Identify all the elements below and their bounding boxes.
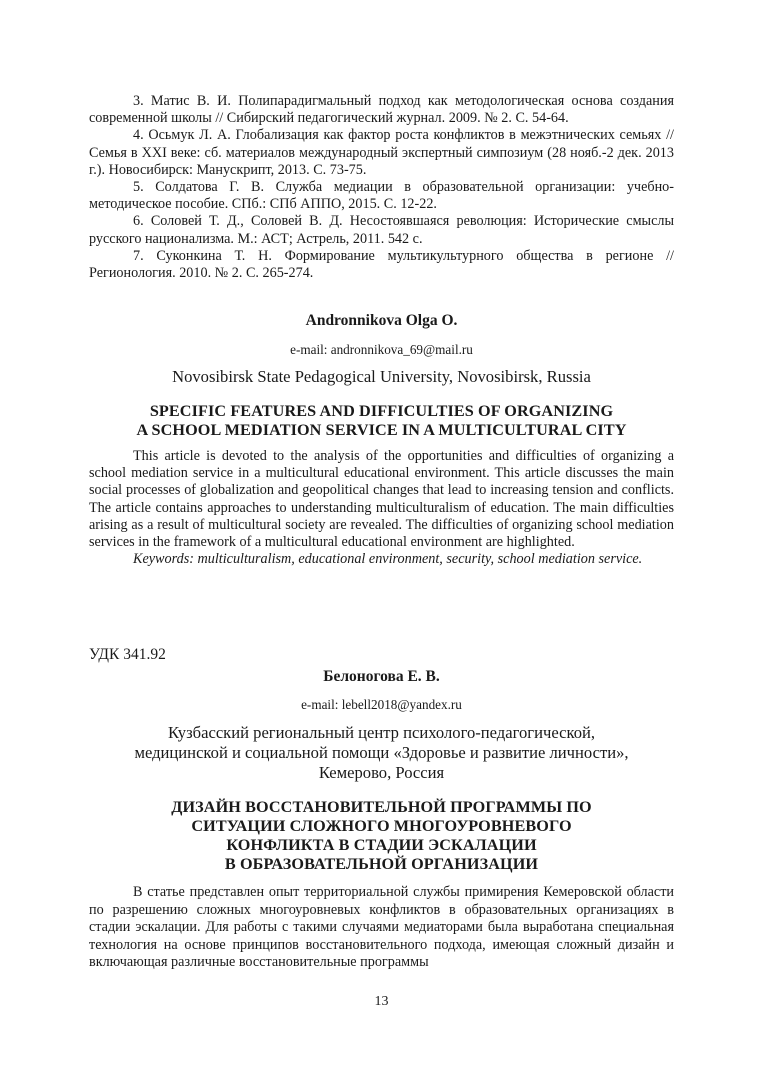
author-name: Andronnikova Olga O. (305, 312, 458, 329)
author-email: e-mail: lebell2018@yandex.ru (301, 697, 462, 712)
reference-item: 5. Солдатова Г. В. Служба медиации в образовательной организации: учебно-методическое пособие. СПб.: СПб АППО, 2015. С. 12-22. (89, 179, 674, 213)
reference-item: 4. Осьмук Л. А. Глобализация как фактор роста конфликтов в межэтнических семьях // Семья в XXI веке: сб. материалов международный экспертный симпозиум (28 нояб.-2 дек. 2013 г.). Новосибирск: Манускрипт, 2013. С. 73-75. (89, 127, 674, 178)
author-name: Белоногова Е. В. (323, 668, 440, 685)
udk-code: УДК 341.92 (89, 646, 166, 663)
affiliation-line: Кемерово, Россия (318, 763, 445, 782)
author-email: e-mail: andronnikova_69@mail.ru (290, 342, 473, 357)
article-title-line: КОНФЛИКТА В СТАДИИ ЭСКАЛАЦИИ (226, 836, 537, 854)
reference-list (89, 93, 674, 282)
page-number: 13 (374, 994, 389, 1009)
affiliation-line: Кузбасский региональный центр психолого-педагогической, (167, 723, 596, 742)
article-title-line: СИТУАЦИИ СЛОЖНОГО МНОГОУРОВНЕВОГО (191, 817, 572, 835)
article-title (89, 402, 674, 440)
article-title-line: A SCHOOL MEDIATION SERVICE IN A MULTICULTURAL CITY (136, 421, 627, 439)
article-title-line: SPECIFIC FEATURES AND DIFFICULTIES OF ORGANIZING (149, 402, 614, 420)
article-title-line: ДИЗАЙН ВОССТАНОВИТЕЛЬНОЙ ПРОГРАММЫ ПО (171, 798, 592, 816)
reference-item: 6. Соловей Т. Д., Соловей В. Д. Несостоявшаяся революция: Исторические смыслы русского национализма. М.: АСТ; Астрель, 2011. 542 с. (89, 213, 674, 247)
author-affiliation (89, 723, 674, 783)
affiliation-line: медицинской и социальной помощи «Здоровье и развитие личности», (134, 743, 629, 762)
reference-item: 7. Суконкина Т. Н. Формирование мультикультурного общества в регионе // Регионология. 2010. № 2. С. 265-274. (89, 247, 674, 282)
article-title (89, 798, 674, 874)
article-abstract (89, 884, 674, 972)
abstract-text: В статье представлен опыт территориальной службы примирения Кемеровской области по разрешению сложных многоуровневых конфликтов в образовательных организациях в стадии эскалации. Для работы с такими случаями медиаторами была выработана специальная технология на основе принципов восстановительного подхода, имеющая сложный дизайн и включающая различные восстановительные программы (89, 884, 674, 971)
article-title-line: В ОБРАЗОВАТЕЛЬНОЙ ОРГАНИЗАЦИИ (224, 855, 539, 873)
abstract-text: This article is devoted to the analysis of the opportunities and difficulties of organizing a school mediation service in a multicultural educational environment. This article discusses the main social processes of globalization and geopolitical changes that lead to increasing tension and conflicts. The article contains approaches to understanding multiculturalism of education. The main difficulties arising as a result of multicultural society are revealed. The difficulties of organizing school mediation services in the framework of a multicultural educational environment are highlighted. (89, 448, 674, 551)
article-abstract (89, 448, 674, 568)
reference-item: 3. Матис В. И. Полипарадигмальный подход как методологическая основа создания современной школы // Сибирский педагогический журнал. 2009. № 2. С. 54-64. (89, 93, 674, 127)
author-affiliation: Novosibirsk State Pedagogical University, Novosibirsk, Russia (172, 367, 591, 386)
keywords-text: Keywords: multiculturalism, educational environment, security, school mediation service. (133, 551, 643, 568)
